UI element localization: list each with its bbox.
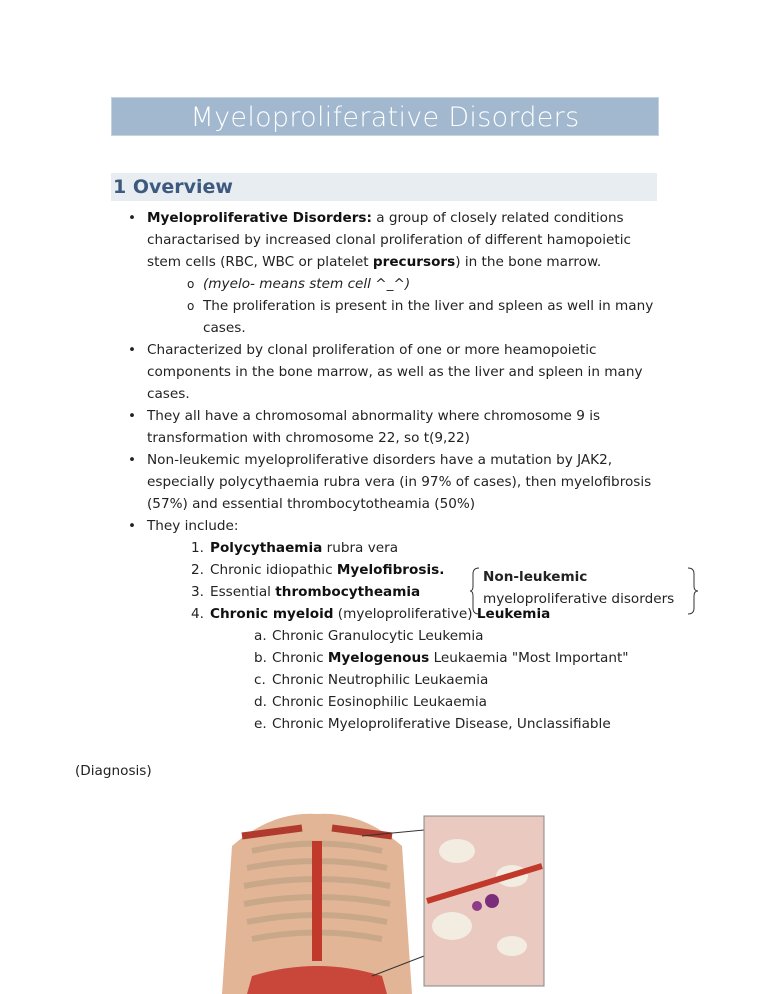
number: 3. <box>191 584 204 600</box>
bullet: • Characterized by clonal proliferation of one or more heamopoietic components in the bone marrow, as well as the liver and spleen in many cases. <box>147 339 657 405</box>
text: Leukaemia "Most Important" <box>429 650 629 666</box>
brace-annotation <box>470 566 700 616</box>
list-item <box>191 537 768 559</box>
letter: e. <box>254 716 267 732</box>
number: 1. <box>191 540 204 556</box>
document-title: Myeloproliferative Disorders <box>111 97 659 136</box>
bullet-definition <box>147 207 657 273</box>
sublist-item <box>254 691 768 713</box>
bullet: • They all have a chromosomal abnormality where chromosome 9 is transformation with chromosome 22, so t(9,22) <box>147 405 657 449</box>
text: a group of closely related conditions charactarised by increased clonal proliferation of different hamopoietic stem cells (RBC, WBC or platelet <box>147 210 631 270</box>
term: Myelogenous <box>327 650 430 666</box>
section-heading: 1 Overview <box>111 173 657 201</box>
text: (myeloproliferative) <box>333 606 477 622</box>
sublist-item <box>254 625 768 647</box>
bullet: • Non-leukemic myeloproliferative disorders have a mutation by JAK2, especially polycythaemia rubra vera (in 97% of cases), then myelofibrosis (57%) and essential thrombocytotheamia (50%) <box>147 449 657 515</box>
letter: c. <box>254 672 266 688</box>
text: (myelo- means stem cell ^_^) <box>203 276 411 292</box>
text: Chronic Myeloproliferative Disease, Unclassifiable <box>272 716 611 732</box>
sublist-item <box>254 713 768 735</box>
diagnosis-label: (Diagnosis) <box>75 763 152 779</box>
bone-marrow-illustration <box>212 806 682 994</box>
text: ) in the bone marrow. <box>455 254 602 270</box>
sub-bullet <box>203 273 658 295</box>
letter: b. <box>254 650 267 666</box>
sub-bullet: o The proliferation is present in the liver and spleen as well in many cases. <box>203 295 658 339</box>
term: Myelofibrosis. <box>336 562 445 578</box>
number: 2. <box>191 562 204 578</box>
text: Chronic Granulocytic Leukemia <box>272 628 484 644</box>
term: Polycythaemia <box>210 540 323 556</box>
text: Essential <box>210 584 276 600</box>
term: Leukemia <box>476 606 551 622</box>
text: Chronic idiopathic <box>210 562 337 578</box>
bullet: • They include: <box>147 515 657 537</box>
letter: a. <box>254 628 267 644</box>
letter: d. <box>254 694 267 710</box>
term: precursors <box>372 254 456 270</box>
text: Chronic Eosinophilic Leukaemia <box>272 694 487 710</box>
sublist-item <box>254 647 768 669</box>
text: Chronic Neutrophilic Leukaemia <box>272 672 489 688</box>
brace-label: myeloproliferative disorders <box>483 591 675 607</box>
text: Chronic <box>272 650 328 666</box>
brace-label-bold: Non-leukemic <box>483 569 588 585</box>
overview-content <box>0 207 768 735</box>
text: rubra vera <box>322 540 399 556</box>
sublist-item <box>254 669 768 691</box>
term: Myeloproliferative Disorders: <box>147 210 372 226</box>
term: thrombocytheamia <box>275 584 421 600</box>
number: 4. <box>191 606 204 622</box>
term: Chronic myeloid <box>210 606 334 622</box>
